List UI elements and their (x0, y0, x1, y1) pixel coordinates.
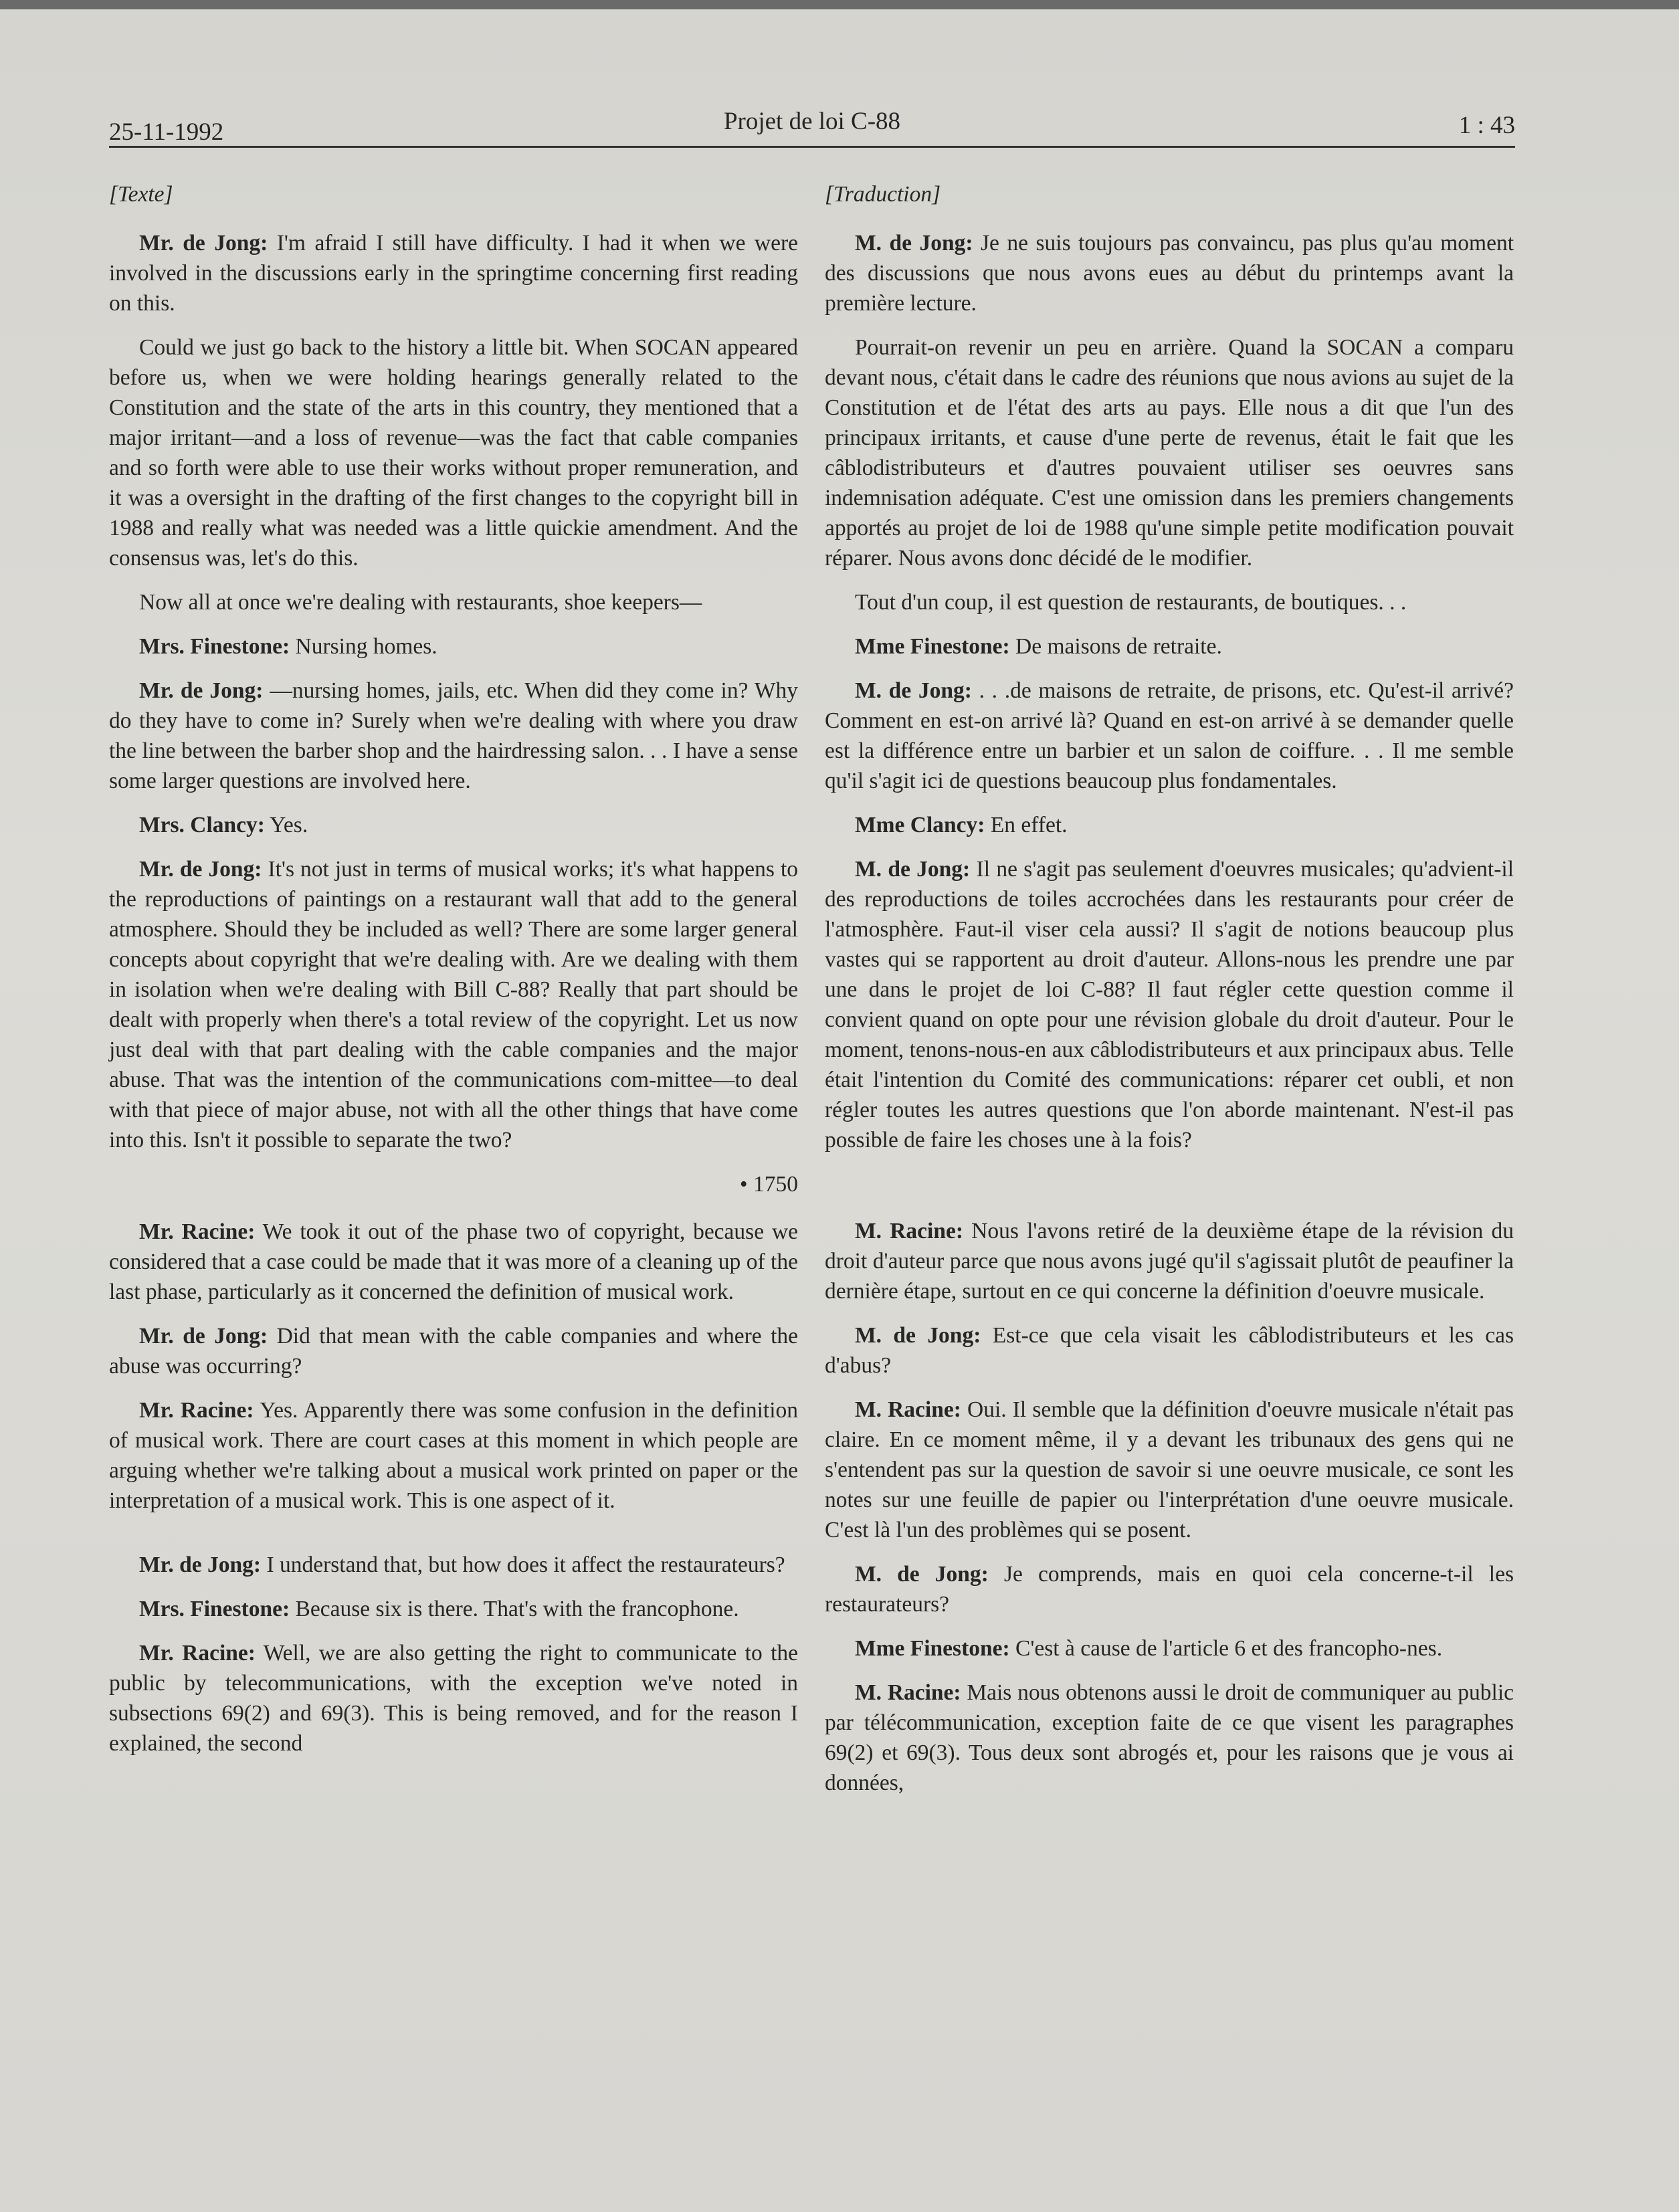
speech: Yes. (264, 813, 308, 837)
speaker: Mr. de Jong: (139, 678, 264, 703)
paragraph (109, 854, 798, 1155)
speaker: Mr. Racine: (139, 1398, 254, 1423)
speech: I'm afraid I still have difficulty. I had it when we were involved in the discussions early in the springtime concerning first reading on this. (109, 231, 798, 316)
language-label: [Traduction] (825, 182, 941, 207)
paragraph: Pourrait-on revenir un peu en arrière. Quand la SOCAN a comparu devant nous, c'était dans le cadre des réunions que nous avions au sujet de la Constitution et de l'état des arts au pays. Elle nous a dit que l'un des principaux irritants, et cause d'une perte de revenus, était le fait que les câblodistributeurs et d'autres pouvaient utiliser ses oeuvres sans indemnisation adéquate. C'est une omission dans les premiers changements apportés au projet de loi de 1988 qu'une simple petite modification pouvait réparer. Nous avons donc décidé de le modifier. (825, 335, 1514, 571)
paragraph (109, 228, 798, 318)
speech: . . .de maisons de retraite, de prisons, etc. Qu'est-il arrivé? Comment en est-on arrivé là? Quand en est-on arrivé à se demander quelle est la différence entre un barbier et un salon de coiffure. . . Il me semble qu'il s'agit ici de questions beaucoup plus fondamentales. (825, 678, 1514, 793)
language-label: [Texte] (109, 182, 173, 207)
header-date: 25-11-1992 (109, 118, 224, 146)
speech: En effet. (985, 813, 1068, 837)
speaker: Mme Finestone: (855, 634, 1010, 659)
paragraph: Now all at once we're dealing with restaurants, shoe keepers— (139, 590, 702, 615)
speaker: Mr. de Jong: (139, 231, 268, 256)
paragraph (109, 1395, 798, 1516)
english-column (109, 179, 798, 1773)
speech: —nursing homes, jails, etc. When did they come in? Why do they have to come in? Surely when we're dealing with where you draw the line between the barber shop and the hairdressing salon. . . I have a sense some larger questions are involved here. (109, 678, 799, 793)
paragraph (109, 1594, 798, 1624)
speaker: M. Racine: (855, 1397, 961, 1422)
paragraph (109, 1638, 798, 1758)
speaker: Mrs. Finestone: (139, 1597, 290, 1621)
paragraph (825, 1395, 1514, 1545)
paragraph-gap (109, 1530, 798, 1550)
speaker: Mr. Racine: (139, 1219, 256, 1244)
speaker: Mr. Racine: (139, 1641, 256, 1666)
page-header (109, 106, 1515, 148)
speaker: M. de Jong: (855, 678, 972, 703)
paragraph (825, 676, 1514, 796)
speech: Oui. Il semble que la définition d'oeuvre musicale n'était pas claire. En ce moment même, il y a devant les tribunaux des gens qui ne s'entendent pas sur la question de savoir si une oeuvre musicale, ce sont les notes sur une feuille de papier ou l'interprétation d'une oeuvre musicale. C'est là l'un des problèmes qui se posent. (825, 1397, 1514, 1542)
speech: Because six is there. That's with the francophone. (290, 1597, 739, 1621)
speaker: M. Racine: (855, 1680, 961, 1705)
speech: It's not just in terms of musical works; it's what happens to the reproductions of paintings on a restaurant wall that add to the general atmosphere. Should they be included as well? There are some larger general concepts about copyright that we're dealing with. Are we dealing with them in isolation when we're dealing with Bill C-88? Really that part should be dealt with properly when there's a total review of the copyright. Let us now just deal with that part dealing with the cable companies and the major abuse. That was the intention of the communications com-mittee—to deal with that piece of major abuse, not with all the other things that have come into this. Isn't it possible to separate the two? (109, 857, 798, 1152)
header-page-number: 1 : 43 (1458, 112, 1515, 139)
paragraph (109, 1321, 798, 1381)
speaker: Mrs. Finestone: (139, 634, 290, 659)
paragraph (825, 1633, 1514, 1664)
speaker: Mr. de Jong: (139, 1552, 262, 1577)
speech: Did that mean with the cable companies and where the abuse was occurring? (109, 1324, 798, 1379)
speaker: M. Racine: (855, 1219, 963, 1243)
speech: Je comprends, mais en quoi cela concerne-t-il les restaurateurs? (825, 1562, 1514, 1617)
speech: De maisons de retraite. (1009, 634, 1222, 659)
speaker: M. de Jong: (855, 1562, 989, 1587)
speech: I understand that, but how does it affect the restaurateurs? (261, 1552, 785, 1577)
paragraph (825, 1559, 1514, 1619)
time-marker: • 1750 (739, 1172, 798, 1197)
speaker: Mr. de Jong: (139, 857, 262, 882)
speaker: M. de Jong: (855, 231, 973, 256)
speech: Il ne s'agit pas seulement d'oeuvres musicales; qu'advient-il des reproductions de toiles accrochées dans les restaurants pour créer de l'atmosphère. Faut-il viser cela aussi? Il s'agit de notions beaucoup plus vastes qui se rapportent au droit d'auteur. Allons-nous les prendre une par une dans le projet de loi C-88? Il faut régler cette question comme il convient quand on opte pour une révision globale du droit d'auteur. Pour le moment, tenons-nous-en aux câblodistributeurs et aux principaux abus. Telle était l'intention du Comité des communications: réparer cet oubli, et non régler toutes les autres questions que l'on aborde maintenant. N'est-il pas possible de faire les choses une à la fois? (825, 857, 1514, 1152)
paragraph (109, 1217, 798, 1307)
speech: Well, we are also getting the right to communicate to the public by telecommunications, with the exception we've noted in subsections 69(2) and 69(3). This is being removed, and for the reason I explained, the second (109, 1641, 799, 1756)
paragraph (109, 810, 798, 840)
speaker: M. de Jong: (855, 1323, 981, 1348)
paragraph: Could we just go back to the history a little bit. When SOCAN appeared before us, when we were holding hearings generally related to the Constitution and the state of the arts in this country, they mentioned that a major irritant—and a loss of revenue—was the fact that cable companies and so forth were able to use their works without proper remuneration, and it was a oversight in the drafting of the first changes to the copyright bill in 1988 and really what was needed was a little quickie amendment. And the consensus was, let's do this. (109, 335, 798, 571)
speech: We took it out of the phase two of copyright, because we considered that a case could be made that it was more of a cleaning up of the last phase, particularly as it concerned the definition of musical work. (109, 1219, 799, 1304)
paragraph-gap (825, 1169, 1514, 1216)
speaker: Mr. de Jong: (139, 1324, 268, 1348)
speaker: Mme Finestone: (855, 1636, 1010, 1661)
speech: Nous l'avons retiré de la deuxième étape de la révision du droit d'auteur parce que nous avons jugé qu'il s'agissait plutôt de peaufiner la dernière étape, surtout en ce qui concerne la définition d'oeuvre musicale. (825, 1219, 1514, 1304)
paragraph (825, 631, 1514, 662)
header-title: Projet de loi C-88 (723, 108, 901, 135)
paragraph (825, 1216, 1514, 1306)
paragraph (109, 676, 798, 796)
paragraph (825, 1320, 1514, 1381)
paragraph (825, 810, 1514, 840)
speech: Yes. Apparently there was some confusion in the definition of musical work. There are court cases at this moment in which people are arguing whether we're talking about a musical work printed on paper or the interpretation of a musical work. This is one aspect of it. (109, 1398, 799, 1513)
paragraph (825, 1678, 1514, 1798)
speech: Nursing homes. (290, 634, 437, 659)
paragraph (825, 228, 1514, 318)
paragraph (109, 631, 798, 662)
speaker: M. de Jong: (855, 857, 971, 882)
speaker: Mrs. Clancy: (139, 813, 265, 837)
french-column (825, 179, 1514, 1812)
speaker: Mme Clancy: (855, 813, 985, 837)
scan-edge (0, 0, 1679, 9)
paragraph (109, 1550, 798, 1580)
paragraph (825, 854, 1514, 1155)
speech: Est-ce que cela visait les câblodistributeurs et les cas d'abus? (825, 1323, 1514, 1378)
speech: Mais nous obtenons aussi le droit de communiquer au public par télécommunication, exception faite de ce que visent les paragraphes 69(2) et 69(3). Tous deux sont abrogés et, pour les raisons que je vous ai données, (825, 1680, 1514, 1795)
paragraph: Tout d'un coup, il est question de restaurants, de boutiques. . . (855, 590, 1407, 615)
speech: C'est à cause de l'article 6 et des francopho-nes. (1009, 1636, 1443, 1661)
speech: Je ne suis toujours pas convaincu, pas plus qu'au moment des discussions que nous avons eues au début du printemps avant la première lecture. (825, 231, 1514, 316)
